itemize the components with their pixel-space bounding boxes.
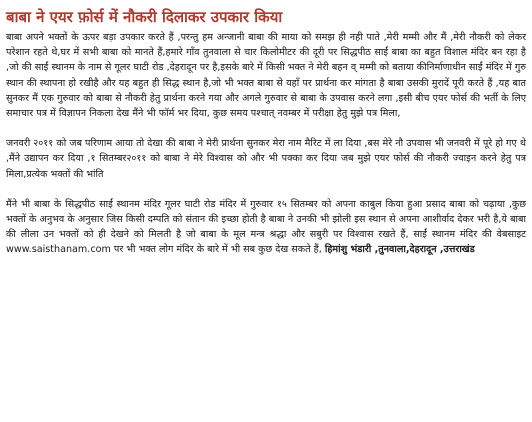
paragraph-spacer	[6, 121, 526, 136]
article-title: बाबा ने एयर फ़ोर्स में नौकरी दिलाकर उपकार किया	[6, 8, 283, 26]
paragraph-3-text: मैंने भी बाबा के सिद्धपीठ साईं स्थानम मंदिर गूलर घाटी रोड मंदिर में गुरुवार १५ सितम्बर को अपना काबुल किया हुआ प्रसाद बाबा को चढ़ाया ,कुछ भक्तों के अनुभव के अनुसार जिस किसी दम्पति को संतान की इच्छा होती है बाबा ने उनकी भी झोली इस स्थान से अपना आशीर्वाद देकर भरी है,ये बाबा की लीला उन भक्तों को ही देखने को मिलती है जो बाबा के मूल मन्त्र श्रद्धा और सबुरी पर विश्वास रखते हैं, साईं स्थानम मंदिर की वेबसाइट www.saisthanam.com पर भी भक्त लोग मंदिर के बारे में भी सब कुछ देख सकते हैं,	[6, 198, 526, 256]
author-signature: हिमांशु भंडारी ,तुनवाला,देहरादून ,उत्तराखंड	[324, 244, 475, 256]
paragraph-spacer	[6, 182, 526, 197]
article-body	[6, 30, 526, 258]
paragraph-2: जनवरी २०११ को जब परिणाम आया तो देखा की बाबा ने मेरी प्रार्थना सुनकर मेरा नाम मैरिट में ला दिया ,बस मेरे नौ उपवास भी जनवरी में पूरे हो गए थे ,मैंने उद्यापन कर दिया ,१ सितम्बर२०११ को बाबा ने मेरे विश्वास को और भी पक्का कर दिया जब मुझे एयर फोर्स की नौकरी ज्वाइन करने हेतु पत्र मिला,प्रत्येक भक्तों की भांति	[6, 138, 526, 180]
paragraph-3	[6, 197, 526, 258]
paragraph-1: बाबा अपने भक्तों के ऊपर बड़ा उपकार करते हैं ,परन्तु हम अन्जानी बाबा की माया को समझ ही नही पाते ,मेरी मम्मी और मैं ,मेरी नौकरी को लेकर परेशान रहते थे,घर में सभी बाबा को मानते हैं,हमारे गाँव तुनवाला से चार किलोमीटर की दूरी पर सिद्धपीठ साईं बाबा का बहुत विशाल मंदिर बन रहा है ,जो की साईं स्थानम के नाम से गूलर घाटी रोड ,देहरादून पर है,इसके बारे में किसी भक्त ने मेरी बहन व् मम्मी को बताया कीनिर्माणाधीन साईं मंदिर में गुरु स्थान की स्थापना हो रखीहै और यह बहुत ही सिद्ध स्थान है,जो भी भक्त बाबा से यहाँ पर प्रार्थना कर मांगता है बाबा उसकी मुरादें पूरी करते हैं ,यह बात सुनकर मैं एक गुरुवार को बाबा से नौकरी हेतु प्रार्थना करने गया और अगले गुरुवार से बाबा के उपवास करने लगा ,इसी बीच एयर फोर्स की भर्ती के लिए समाचार पत्र में विज्ञापन निकला देख मैंने भी फॉर्म भर दिया, कुछ समय पश्चात् नवम्बर में परीक्षा हेतु मुझे पत्र मिला,	[6, 32, 526, 120]
